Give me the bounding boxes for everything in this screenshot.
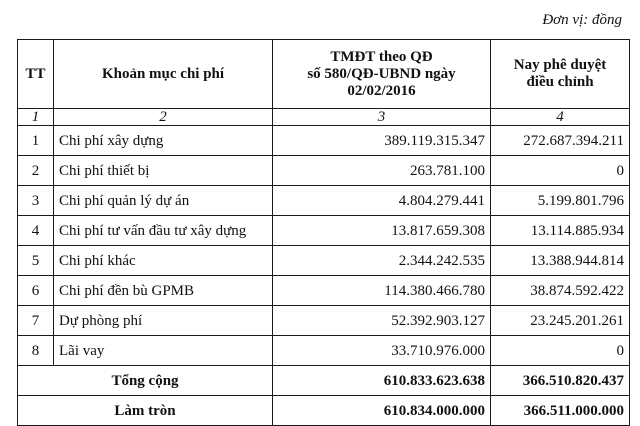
adjusted-amount: 13.388.944.814 <box>491 246 630 276</box>
index-cell: 4 <box>491 109 630 126</box>
rounded-original-amount: 610.834.000.000 <box>273 396 491 426</box>
original-amount: 263.781.100 <box>273 156 491 186</box>
row-number: 2 <box>18 156 54 186</box>
column-index-row <box>18 109 630 126</box>
row-number: 1 <box>18 126 54 156</box>
total-label: Tổng cộng <box>18 366 273 396</box>
header-item: Khoản mục chi phí <box>54 40 273 109</box>
cost-item: Dự phòng phí <box>54 306 273 336</box>
index-cell: 3 <box>273 109 491 126</box>
table-row <box>18 336 630 366</box>
clipped-text-above <box>28 0 628 4</box>
row-number: 5 <box>18 246 54 276</box>
total-row <box>18 366 630 396</box>
cost-item: Chi phí khác <box>54 246 273 276</box>
row-number: 7 <box>18 306 54 336</box>
original-amount: 389.119.315.347 <box>273 126 491 156</box>
header-tt: TT <box>18 40 54 109</box>
budget-table <box>17 39 630 426</box>
table-row <box>18 246 630 276</box>
header-original-investment <box>273 40 491 109</box>
table-row <box>18 306 630 336</box>
adjusted-amount: 23.245.201.261 <box>491 306 630 336</box>
original-amount: 2.344.242.535 <box>273 246 491 276</box>
index-cell: 2 <box>54 109 273 126</box>
original-amount: 52.392.903.127 <box>273 306 491 336</box>
table-row <box>18 156 630 186</box>
table-row <box>18 216 630 246</box>
cost-item: Chi phí tư vấn đầu tư xây dựng <box>54 216 273 246</box>
header-orig-line2: số 580/QĐ-UBND ngày <box>307 65 456 82</box>
unit-note: Đơn vị: đồng <box>542 12 622 28</box>
adjusted-amount: 13.114.885.934 <box>491 216 630 246</box>
original-amount: 13.817.659.308 <box>273 216 491 246</box>
row-number: 6 <box>18 276 54 306</box>
header-new-line1: Nay phê duyệt <box>513 57 607 73</box>
header-row <box>18 40 630 109</box>
header-orig-line3: 02/02/2016 <box>347 82 416 99</box>
rounded-total-row <box>18 396 630 426</box>
adjusted-amount: 0 <box>491 156 630 186</box>
cost-item: Chi phí đền bù GPMB <box>54 276 273 306</box>
total-original-amount: 610.833.623.638 <box>273 366 491 396</box>
row-number: 8 <box>18 336 54 366</box>
row-number: 3 <box>18 186 54 216</box>
adjusted-amount: 0 <box>491 336 630 366</box>
cost-item: Lãi vay <box>54 336 273 366</box>
table-row <box>18 126 630 156</box>
adjusted-amount: 5.199.801.796 <box>491 186 630 216</box>
rounded-label: Làm tròn <box>18 396 273 426</box>
cost-item: Chi phí xây dựng <box>54 126 273 156</box>
table-row <box>18 276 630 306</box>
adjusted-amount: 272.687.394.211 <box>491 126 630 156</box>
table-row <box>18 186 630 216</box>
index-cell: 1 <box>18 109 54 126</box>
cost-item: Chi phí thiết bị <box>54 156 273 186</box>
original-amount: 33.710.976.000 <box>273 336 491 366</box>
original-amount: 4.804.279.441 <box>273 186 491 216</box>
header-new-line2: điều chỉnh <box>526 74 594 90</box>
cost-item: Chi phí quản lý dự án <box>54 186 273 216</box>
original-amount: 114.380.466.780 <box>273 276 491 306</box>
adjusted-amount: 38.874.592.422 <box>491 276 630 306</box>
rounded-adjusted-amount: 366.511.000.000 <box>491 396 630 426</box>
header-orig-line1: TMĐT theo QĐ <box>330 48 433 65</box>
total-adjusted-amount: 366.510.820.437 <box>491 366 630 396</box>
header-adjusted-approval <box>491 40 630 109</box>
row-number: 4 <box>18 216 54 246</box>
